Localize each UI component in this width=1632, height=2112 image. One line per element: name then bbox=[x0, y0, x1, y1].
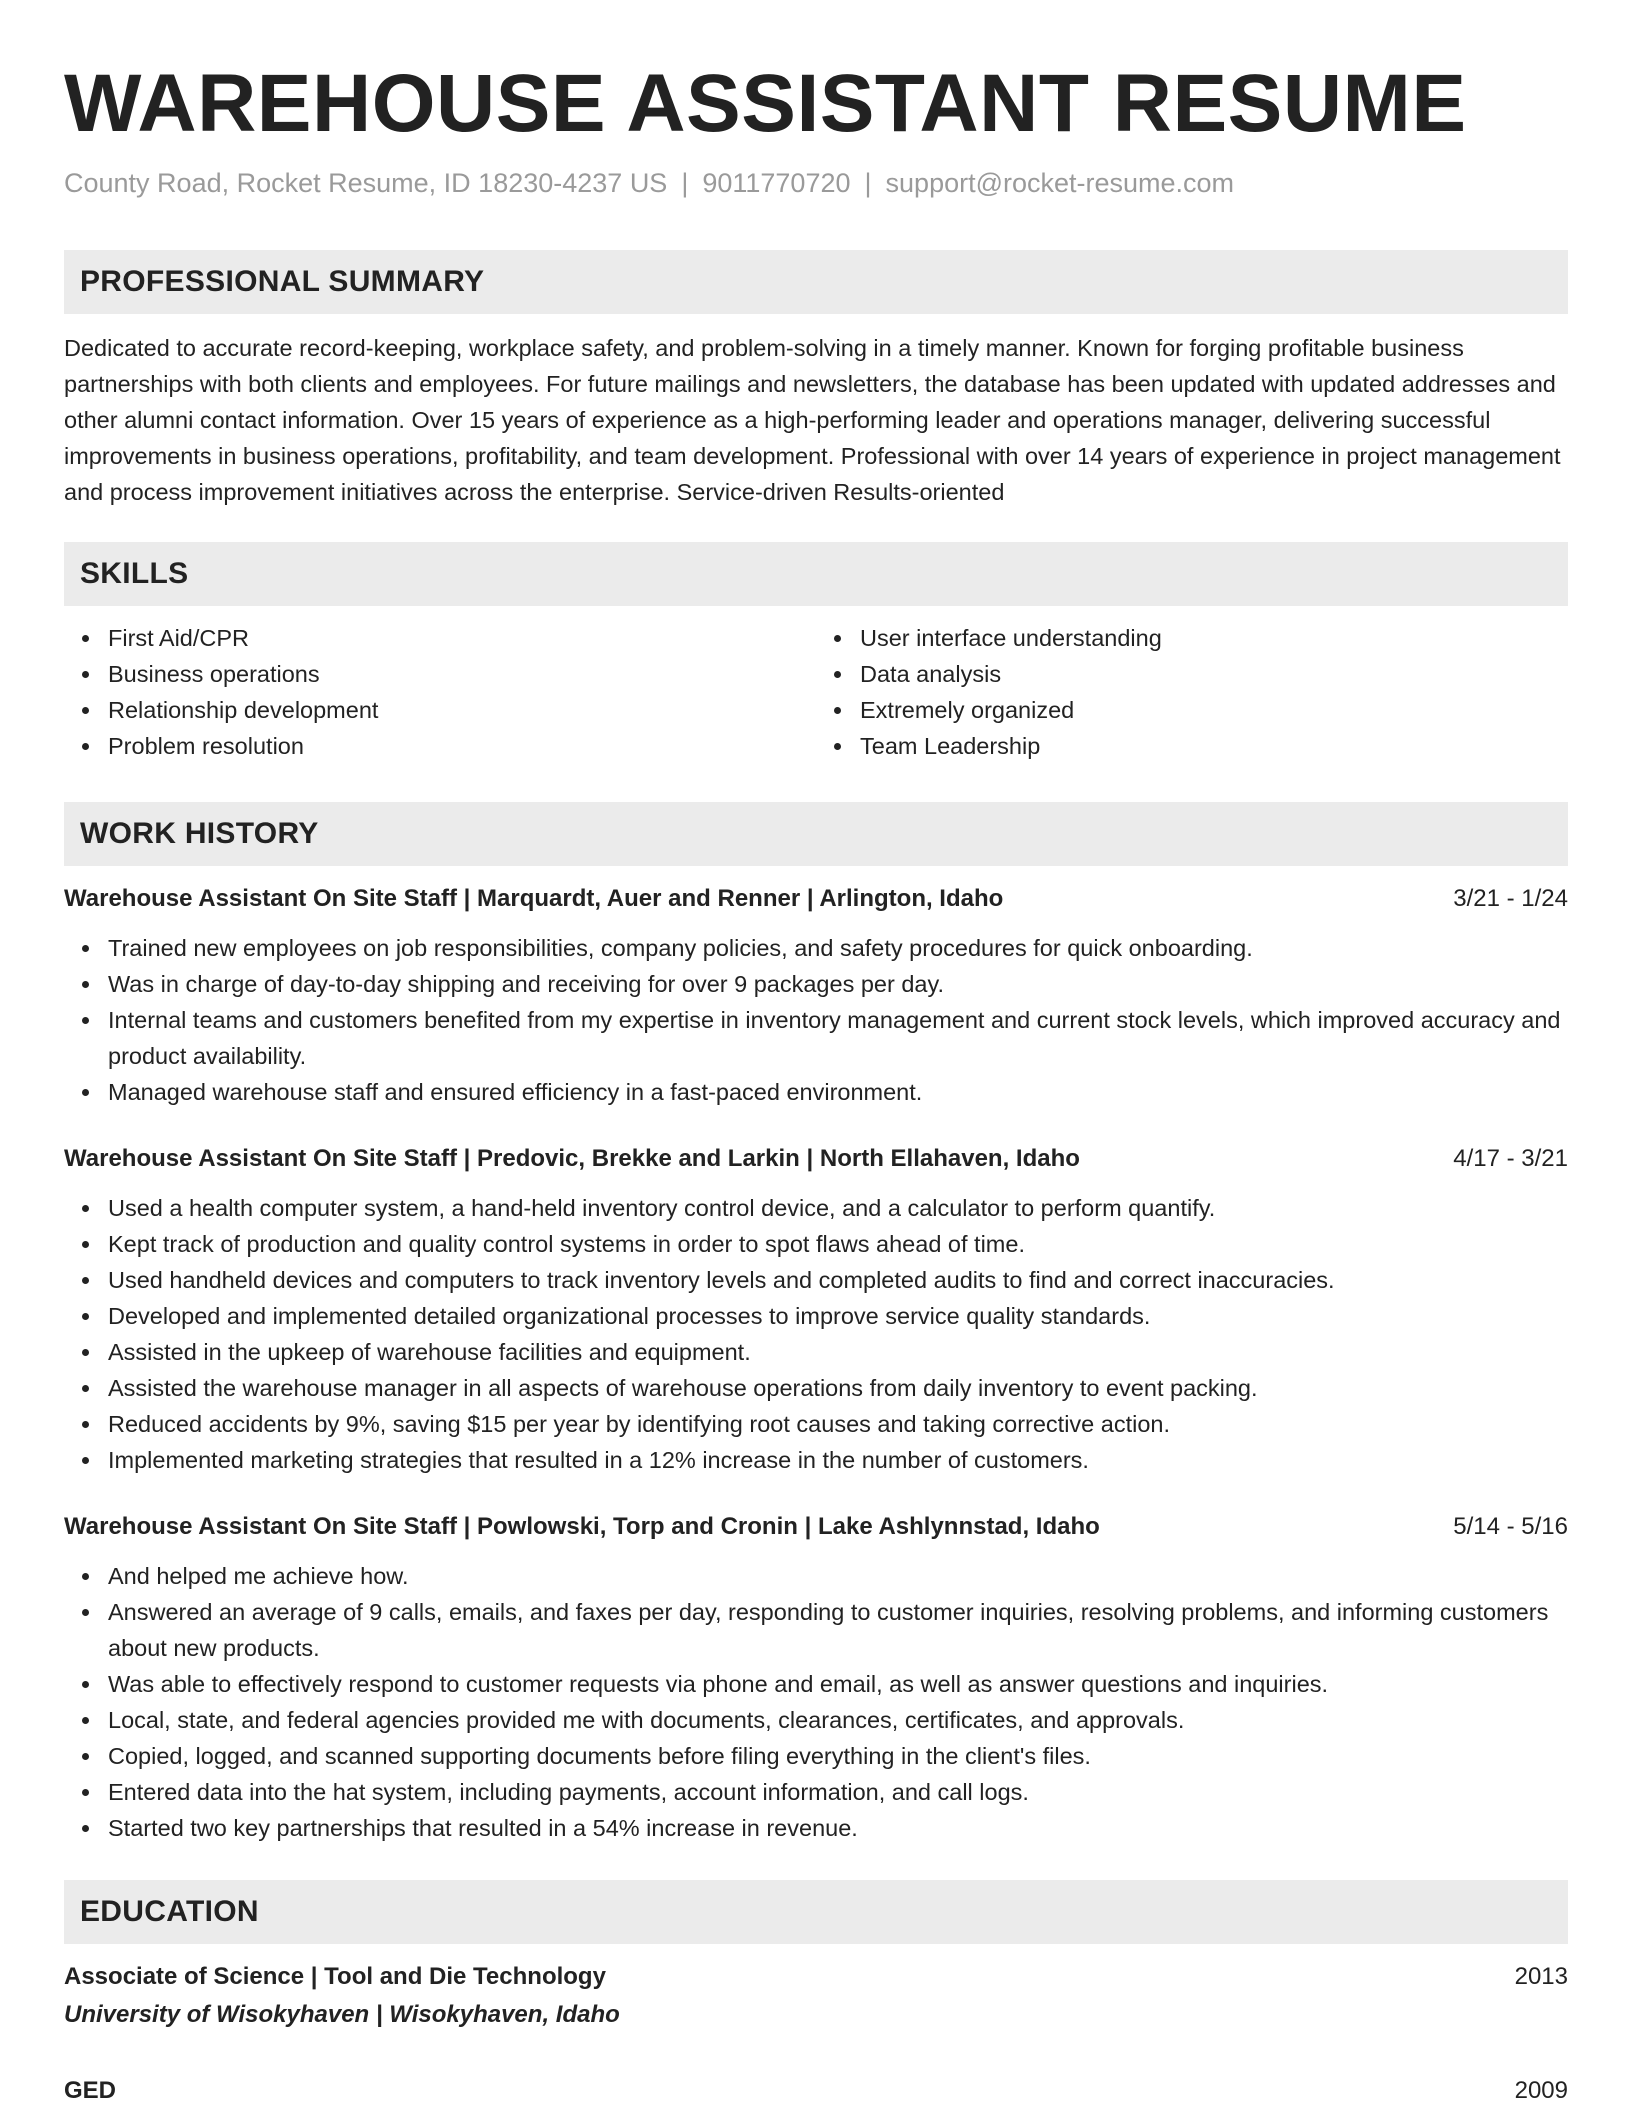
education-degree: GED bbox=[64, 2077, 117, 2104]
job-bullet: Assisted the warehouse manager in all aspects of warehouse operations from daily inventory to event packing. bbox=[108, 1370, 1568, 1406]
job-title: Warehouse Assistant On Site Staff | Powlowski, Torp and Cronin | Lake Ashlynnstad, Idaho bbox=[64, 1513, 1100, 1540]
job-bullets bbox=[64, 1190, 1568, 1478]
section-heading-work-history: WORK HISTORY bbox=[64, 802, 1568, 866]
contact-email: support@rocket-resume.com bbox=[885, 168, 1235, 198]
skill-item: First Aid/CPR bbox=[108, 620, 816, 656]
skill-item: Data analysis bbox=[860, 656, 1568, 692]
contact-address: County Road, Rocket Resume, ID 18230-4237 US bbox=[64, 168, 668, 198]
job-bullet: Reduced accidents by 9%, saving $15 per year by identifying root causes and taking corrective action. bbox=[108, 1406, 1568, 1442]
job-title: Warehouse Assistant On Site Staff | Marquardt, Auer and Renner | Arlington, Idaho bbox=[64, 885, 1004, 912]
education-degree: Associate of Science | Tool and Die Technology bbox=[64, 1963, 606, 1990]
education-school: University of Wisokyhaven | Wisokyhaven, Idaho bbox=[64, 2001, 620, 2028]
resume-title: WAREHOUSE ASSISTANT RESUME bbox=[64, 58, 1467, 149]
job-bullet: Internal teams and customers benefited from my expertise in inventory management and current stock levels, which improved accuracy and product availability. bbox=[108, 1002, 1568, 1074]
job-bullet: Kept track of production and quality control systems in order to spot flaws ahead of time. bbox=[108, 1226, 1568, 1262]
job-bullet: Answered an average of 9 calls, emails, and faxes per day, responding to customer inquiries, resolving problems, and informing customers about new products. bbox=[108, 1594, 1568, 1666]
education-year: 2009 bbox=[1514, 2077, 1568, 2104]
skill-item: Team Leadership bbox=[860, 728, 1568, 764]
section-heading-skills: SKILLS bbox=[64, 542, 1568, 606]
job-bullet: Local, state, and federal agencies provided me with documents, clearances, certificates, and approvals. bbox=[108, 1702, 1568, 1738]
section-heading-summary: PROFESSIONAL SUMMARY bbox=[64, 250, 1568, 314]
education-year: 2013 bbox=[1514, 1963, 1568, 1990]
skill-item: Business operations bbox=[108, 656, 816, 692]
job-dates: 4/17 - 3/21 bbox=[1453, 1145, 1568, 1172]
job-bullet: Was able to effectively respond to customer requests via phone and email, as well as answer questions and inquiries. bbox=[108, 1666, 1568, 1702]
job-bullet: Started two key partnerships that resulted in a 54% increase in revenue. bbox=[108, 1810, 1568, 1846]
job-bullet: Copied, logged, and scanned supporting documents before filing everything in the client's files. bbox=[108, 1738, 1568, 1774]
job-header bbox=[64, 1142, 1568, 1176]
job-entry bbox=[64, 1510, 1568, 1846]
job-header bbox=[64, 882, 1568, 916]
job-title: Warehouse Assistant On Site Staff | Predovic, Brekke and Larkin | North Ellahaven, Idaho bbox=[64, 1145, 1080, 1172]
job-bullets bbox=[64, 1558, 1568, 1846]
education-header bbox=[64, 1960, 1568, 1994]
job-bullet: Used a health computer system, a hand-held inventory control device, and a calculator to perform quantify. bbox=[108, 1190, 1568, 1226]
contact-separator: | bbox=[864, 168, 872, 198]
job-bullet: Developed and implemented detailed organizational processes to improve service quality standards. bbox=[108, 1298, 1568, 1334]
skill-item: User interface understanding bbox=[860, 620, 1568, 656]
job-entry bbox=[64, 882, 1568, 1110]
job-header bbox=[64, 1510, 1568, 1544]
job-bullet: Assisted in the upkeep of warehouse facilities and equipment. bbox=[108, 1334, 1568, 1370]
job-bullets bbox=[64, 930, 1568, 1110]
job-entry bbox=[64, 1142, 1568, 1478]
job-dates: 3/21 - 1/24 bbox=[1453, 885, 1568, 912]
job-bullet: Managed warehouse staff and ensured efficiency in a fast-paced environment. bbox=[108, 1074, 1568, 1110]
skill-item: Relationship development bbox=[108, 692, 816, 728]
education-entry bbox=[64, 1960, 1568, 2032]
skills-column-left bbox=[64, 620, 816, 764]
job-bullet: Entered data into the hat system, including payments, account information, and call logs. bbox=[108, 1774, 1568, 1810]
job-bullet: Trained new employees on job responsibilities, company policies, and safety procedures for quick onboarding. bbox=[108, 930, 1568, 966]
skills-column-right bbox=[816, 620, 1568, 764]
skill-item: Extremely organized bbox=[860, 692, 1568, 728]
skill-item: Problem resolution bbox=[108, 728, 816, 764]
job-dates: 5/14 - 5/16 bbox=[1453, 1513, 1568, 1540]
skills-list bbox=[64, 620, 1568, 764]
job-bullet: And helped me achieve how. bbox=[108, 1558, 1568, 1594]
contact-line bbox=[64, 166, 1568, 200]
section-heading-education: EDUCATION bbox=[64, 1880, 1568, 1944]
job-bullet: Implemented marketing strategies that resulted in a 12% increase in the number of customers. bbox=[108, 1442, 1568, 1478]
contact-phone: 9011770720 bbox=[702, 168, 851, 198]
job-bullet: Was in charge of day-to-day shipping and receiving for over 9 packages per day. bbox=[108, 966, 1568, 1002]
job-bullet: Used handheld devices and computers to track inventory levels and completed audits to find and correct inaccuracies. bbox=[108, 1262, 1568, 1298]
education-header bbox=[64, 2074, 1568, 2108]
education-entry bbox=[64, 2074, 1568, 2108]
contact-separator: | bbox=[681, 168, 689, 198]
summary-text: Dedicated to accurate record-keeping, workplace safety, and problem-solving in a timely manner. Known for forging profitable business partnerships with both clients and employees. For future mailings and newsletters, the database has been updated with updated addresses and other alumni contact information. Over 15 years of experience as a high-performing leader and operations manager, delivering successful improvements in business operations, profitability, and team development. Professional with over 14 years of experience in project management and process improvement initiatives across the enterprise. Service-driven Results-oriented bbox=[64, 335, 1561, 505]
